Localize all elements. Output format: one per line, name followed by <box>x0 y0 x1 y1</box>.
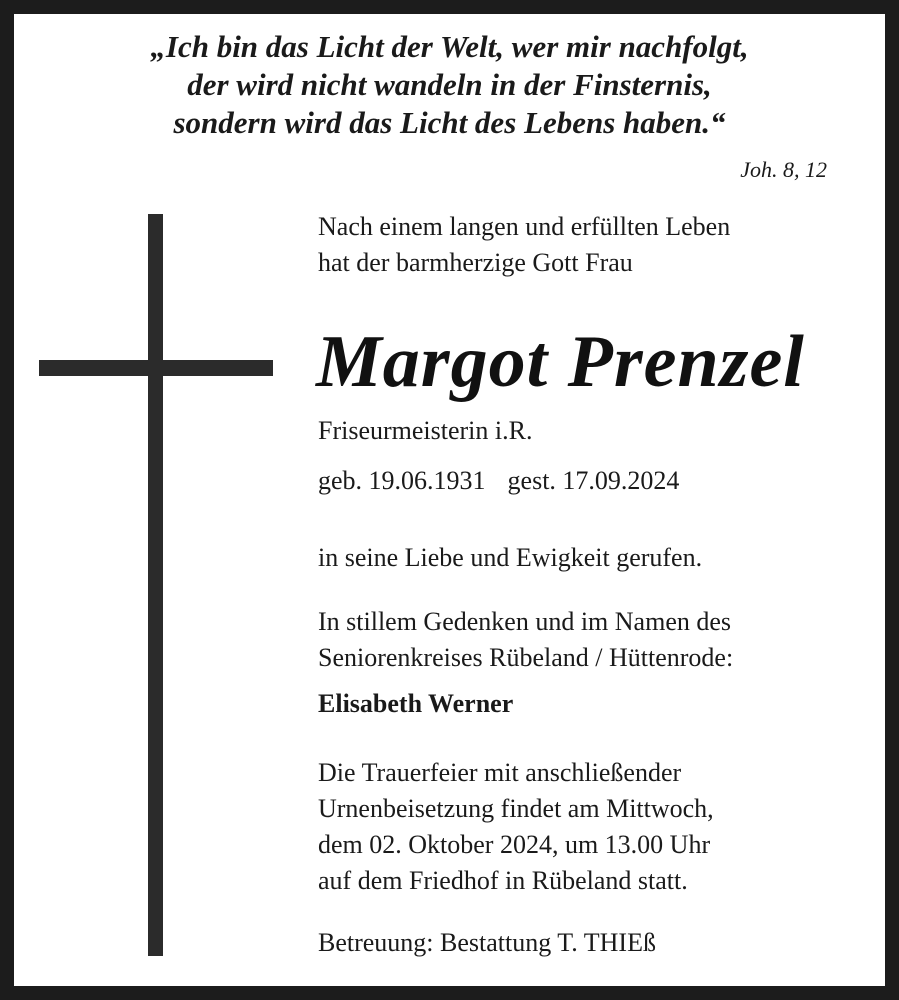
life-dates <box>318 463 679 498</box>
profession: Friseurmeisterin i.R. <box>318 416 533 445</box>
signer-name: Elisabeth Werner <box>318 689 514 718</box>
deceased-name: Margot Prenzel <box>316 321 805 403</box>
funeral-line-2: Urnenbeisetzung findet am Mittwoch, <box>318 794 714 823</box>
intro-line-1: Nach einem langen und erfüllten Leben <box>318 212 731 241</box>
verse-reference: Joh. 8, 12 <box>740 157 827 182</box>
care-line: Betreuung: Bestattung T. THIEß <box>318 928 656 957</box>
verse-line-3: sondern wird das Licht des Lebens haben.“ <box>173 105 726 140</box>
cross-icon-horizontal-bar <box>39 360 273 376</box>
verse-line-1: „Ich bin das Licht der Welt, wer mir nachfolgt, <box>150 29 749 64</box>
cross-icon-vertical-bar <box>148 214 163 956</box>
verse-line-2: der wird nicht wandeln in der Finsternis, <box>187 67 712 102</box>
called-line: in seine Liebe und Ewigkeit gerufen. <box>318 543 703 572</box>
funeral-line-3: dem 02. Oktober 2024, um 13.00 Uhr <box>318 830 711 859</box>
remembrance-line-2: Seniorenkreises Rübeland / Hüttenrode: <box>318 643 734 672</box>
death-date: gest. 17.09.2024 <box>507 466 680 495</box>
funeral-line-1: Die Trauerfeier mit anschließender <box>318 758 682 787</box>
intro-line-2: hat der barmherzige Gott Frau <box>318 248 633 277</box>
remembrance-line-1: In stillem Gedenken und im Namen des <box>318 607 732 636</box>
funeral-line-4: auf dem Friedhof in Rübeland statt. <box>318 866 688 895</box>
birth-date: geb. 19.06.1931 <box>318 466 486 495</box>
bible-verse <box>0 28 899 142</box>
